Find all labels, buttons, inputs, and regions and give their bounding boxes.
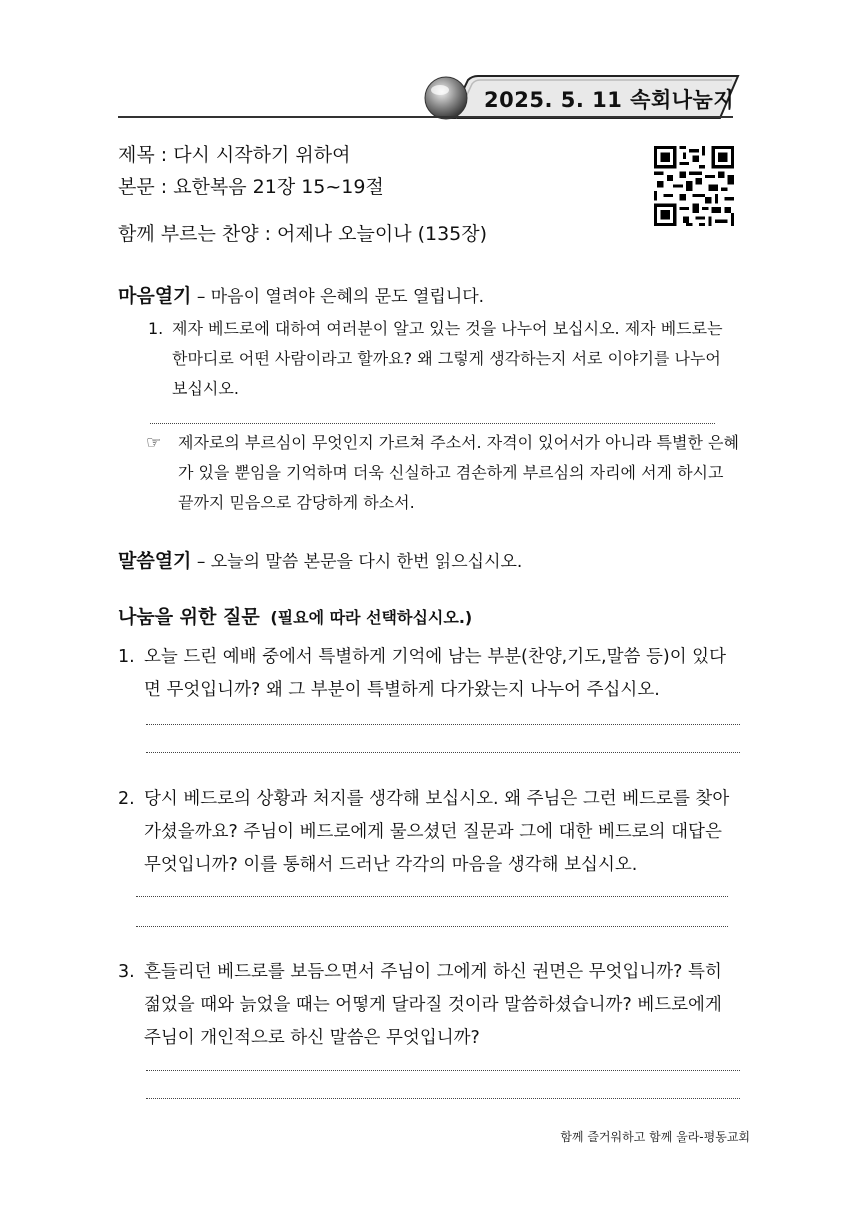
sharing-subtitle: (필요에 따라 선택하십시오.) (270, 608, 473, 627)
open-heart-heading (118, 281, 484, 308)
open-word-subtitle: – 오늘의 말씀 본문을 다시 한번 읽으십시오. (191, 552, 523, 572)
question-1-text: 오늘 드린 예배 중에서 특별하게 기억에 남는 부분(찬양,기도,말씀 등)이 있다면 무엇입니까? 왜 그 부분이 특별하게 다가왔는지 나누어 주십시오. (144, 647, 726, 700)
sharing-title: 나눔을 위한 질문 (118, 606, 260, 628)
hymn-line: 함께 부르는 찬양 : 어제나 오늘이나 (135장) (118, 223, 488, 245)
answer-line (146, 1098, 740, 1099)
qr-code-icon (654, 146, 734, 226)
question-2-number: 2. (118, 789, 135, 809)
prayer-text: 제자로의 부르심이 무엇인지 가르쳐 주소서. 자격이 있어서가 아니라 특별한 은혜가 있을 뿐임을 기억하며 더욱 신실하고 겸손하게 부르심의 자리에 서게 하시고 끝까지 믿음으로 감당하게 하소서. (178, 433, 739, 512)
answer-line (150, 423, 715, 424)
open-heart-title: 마음열기 (118, 285, 192, 307)
answer-line (146, 724, 740, 725)
scripture-reference: 본문 : 요한복음 21장 15~19절 (118, 176, 384, 198)
open-heart-q1-text: 제자 베드로에 대하여 여러분이 알고 있는 것을 나누어 보십시오. 제자 베드로는 한마디로 어떤 사람이라고 할까요? 왜 그렇게 생각하는지 서로 이야기를 나누어 보십시오. (172, 319, 723, 398)
footer-text: 함께 즐거워하고 함께 울라-평동교회 (560, 1130, 750, 1144)
answer-line (136, 896, 728, 897)
pointing-hand-icon: ☞ (146, 433, 162, 453)
answer-line (146, 1070, 740, 1071)
answer-line (136, 926, 728, 927)
answer-line (146, 752, 740, 753)
open-word-title: 말씀열기 (118, 550, 192, 572)
header-rule (118, 116, 733, 118)
question-3-number: 3. (118, 962, 135, 982)
header-date-title: 2025. 5. 11 속회나눔지 (484, 88, 735, 112)
open-word-heading (118, 546, 522, 573)
question-2-text: 당시 베드로의 상황과 처지를 생각해 보십시오. 왜 주님은 그런 베드로를 찾아가셨을까요? 주님이 베드로에게 물으셨던 질문과 그에 대한 베드로의 대답은 무엇입니까? 이를 통해서 드러난 각각의 마음을 생각해 보십시오. (144, 789, 730, 875)
open-heart-subtitle: – 마음이 열려야 은혜의 문도 열립니다. (191, 287, 485, 307)
open-heart-q1-number: 1. (148, 319, 164, 338)
sermon-title: 제목 : 다시 시작하기 위하여 (118, 144, 351, 166)
sharing-heading (118, 602, 472, 629)
question-1-number: 1. (118, 647, 135, 667)
question-3-text: 흔들리던 베드로를 보듬으면서 주님이 그에게 하신 권면은 무엇입니까? 특히 젊었을 때와 늙었을 때는 어떻게 달라질 것이라 말씀하셨습니까? 베드로에게 주님이 개인적으로 하신 말씀은 무엇입니까? (144, 962, 722, 1048)
